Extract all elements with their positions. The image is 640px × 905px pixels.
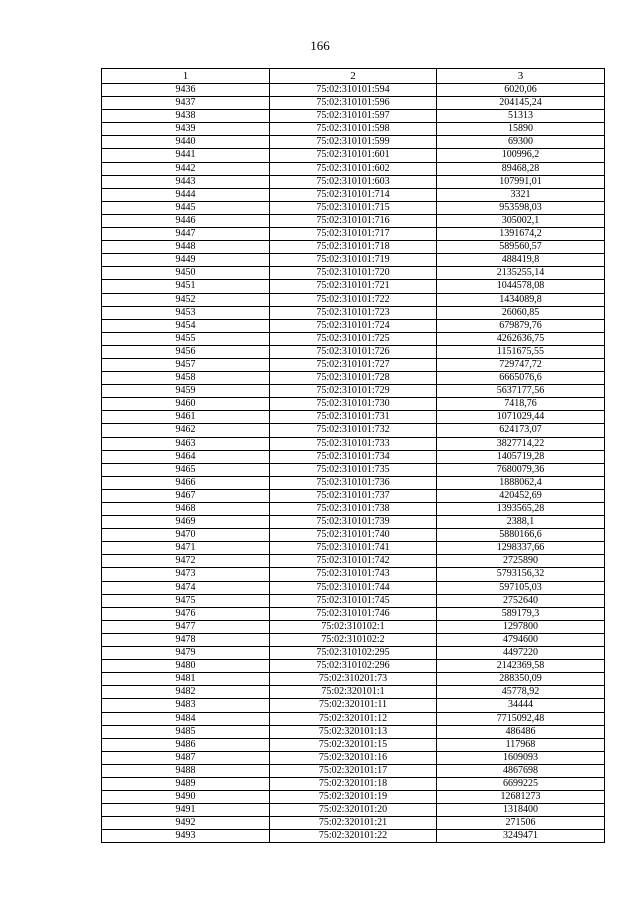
table-row: [102, 791, 605, 804]
table-row: [102, 306, 605, 319]
value-cell: 89468,28: [437, 162, 605, 175]
row-number-cell: 9439: [102, 123, 270, 136]
row-number-cell: 9481: [102, 673, 270, 686]
value-cell: 2725890: [437, 555, 605, 568]
value-cell: 107991,01: [437, 175, 605, 188]
row-number-cell: 9488: [102, 764, 270, 777]
cadastral-number-cell: 75:02:310101:596: [270, 97, 437, 110]
row-number-cell: 9466: [102, 476, 270, 489]
row-number-cell: 9464: [102, 450, 270, 463]
table-row: [102, 358, 605, 371]
cadastral-number-cell: 75:02:310101:599: [270, 136, 437, 149]
value-cell: 624173,07: [437, 424, 605, 437]
table-row: [102, 725, 605, 738]
cadastral-number-cell: 75:02:310101:734: [270, 450, 437, 463]
table-row: [102, 450, 605, 463]
cadastral-number-cell: 75:02:310102:295: [270, 647, 437, 660]
table-row: [102, 620, 605, 633]
row-number-cell: 9441: [102, 149, 270, 162]
cadastral-number-cell: 75:02:310101:597: [270, 110, 437, 123]
cadastral-number-cell: 75:02:320101:19: [270, 791, 437, 804]
value-cell: 589179,3: [437, 607, 605, 620]
cadastral-number-cell: 75:02:310101:598: [270, 123, 437, 136]
table-row: [102, 319, 605, 332]
table-row: [102, 293, 605, 306]
value-cell: 69300: [437, 136, 605, 149]
cadastral-number-cell: 75:02:310101:601: [270, 149, 437, 162]
row-number-cell: 9472: [102, 555, 270, 568]
cadastral-number-cell: 75:02:310101:724: [270, 319, 437, 332]
value-cell: 3321: [437, 188, 605, 201]
table-row: [102, 345, 605, 358]
table-row: [102, 463, 605, 476]
table-row: [102, 254, 605, 267]
value-cell: 51313: [437, 110, 605, 123]
cadastral-number-cell: 75:02:320101:21: [270, 817, 437, 830]
row-number-cell: 9465: [102, 463, 270, 476]
row-number-cell: 9485: [102, 725, 270, 738]
row-number-cell: 9486: [102, 738, 270, 751]
cadastral-number-cell: 75:02:310101:726: [270, 345, 437, 358]
table-row: [102, 673, 605, 686]
row-number-cell: 9463: [102, 437, 270, 450]
value-cell: 1318400: [437, 804, 605, 817]
table-row: [102, 437, 605, 450]
row-number-cell: 9490: [102, 791, 270, 804]
cadastral-number-cell: 75:02:310101:742: [270, 555, 437, 568]
value-cell: 7680079,36: [437, 463, 605, 476]
row-number-cell: 9458: [102, 372, 270, 385]
value-cell: 305002,1: [437, 214, 605, 227]
value-cell: 1434089,8: [437, 293, 605, 306]
value-cell: 100996,2: [437, 149, 605, 162]
row-number-cell: 9447: [102, 228, 270, 241]
cadastral-number-cell: 75:02:310101:720: [270, 267, 437, 280]
row-number-cell: 9469: [102, 516, 270, 529]
table-row: [102, 175, 605, 188]
table-row: [102, 529, 605, 542]
cadastral-number-cell: 75:02:310101:730: [270, 398, 437, 411]
row-number-cell: 9474: [102, 581, 270, 594]
row-number-cell: 9461: [102, 411, 270, 424]
value-cell: 204145,24: [437, 97, 605, 110]
row-number-cell: 9444: [102, 188, 270, 201]
cadastral-number-cell: 75:02:320101:20: [270, 804, 437, 817]
table-row: [102, 607, 605, 620]
row-number-cell: 9449: [102, 254, 270, 267]
value-cell: 488419,8: [437, 254, 605, 267]
value-cell: 3249471: [437, 830, 605, 843]
value-cell: 26060,85: [437, 306, 605, 319]
value-cell: 486486: [437, 725, 605, 738]
row-number-cell: 9491: [102, 804, 270, 817]
table-row: [102, 136, 605, 149]
value-cell: 729747,72: [437, 358, 605, 371]
table-row: [102, 777, 605, 790]
row-number-cell: 9475: [102, 594, 270, 607]
value-cell: 1609093: [437, 751, 605, 764]
row-number-cell: 9451: [102, 280, 270, 293]
table-row: [102, 84, 605, 97]
value-cell: 1888062,4: [437, 476, 605, 489]
value-cell: 271506: [437, 817, 605, 830]
value-cell: 2135255,14: [437, 267, 605, 280]
row-number-cell: 9440: [102, 136, 270, 149]
cadastral-number-cell: 75:02:310101:715: [270, 201, 437, 214]
cadastral-number-cell: 75:02:310102:2: [270, 633, 437, 646]
table-row: [102, 424, 605, 437]
value-cell: 6665076,6: [437, 372, 605, 385]
row-number-cell: 9482: [102, 686, 270, 699]
table-row: [102, 830, 605, 843]
cadastral-number-cell: 75:02:310102:1: [270, 620, 437, 633]
table-row: [102, 804, 605, 817]
cadastral-number-cell: 75:02:310101:745: [270, 594, 437, 607]
table-row: [102, 647, 605, 660]
value-cell: 3827714,22: [437, 437, 605, 450]
table-row: [102, 516, 605, 529]
cadastral-number-cell: 75:02:320101:18: [270, 777, 437, 790]
data-table: [101, 68, 605, 843]
table-row: [102, 476, 605, 489]
cadastral-number-cell: 75:02:310101:725: [270, 332, 437, 345]
value-cell: 953598,03: [437, 201, 605, 214]
value-cell: 45778,92: [437, 686, 605, 699]
row-number-cell: 9487: [102, 751, 270, 764]
cadastral-number-cell: 75:02:320101:13: [270, 725, 437, 738]
cadastral-number-cell: 75:02:310101:716: [270, 214, 437, 227]
value-cell: 2388,1: [437, 516, 605, 529]
row-number-cell: 9438: [102, 110, 270, 123]
cadastral-number-cell: 75:02:310101:719: [270, 254, 437, 267]
row-number-cell: 9457: [102, 358, 270, 371]
table-row: [102, 123, 605, 136]
value-cell: 2752640: [437, 594, 605, 607]
row-number-cell: 9462: [102, 424, 270, 437]
cadastral-number-cell: 75:02:320101:16: [270, 751, 437, 764]
row-number-cell: 9436: [102, 84, 270, 97]
cadastral-number-cell: 75:02:310101:736: [270, 476, 437, 489]
row-number-cell: 9452: [102, 293, 270, 306]
row-number-cell: 9443: [102, 175, 270, 188]
table-row: [102, 411, 605, 424]
table-row: [102, 581, 605, 594]
cadastral-number-cell: 75:02:310101:603: [270, 175, 437, 188]
row-number-cell: 9456: [102, 345, 270, 358]
row-number-cell: 9454: [102, 319, 270, 332]
value-cell: 420452,69: [437, 489, 605, 502]
cadastral-number-cell: 75:02:310101:731: [270, 411, 437, 424]
value-cell: 12681273: [437, 791, 605, 804]
row-number-cell: 9484: [102, 712, 270, 725]
cadastral-number-cell: 75:02:310101:728: [270, 372, 437, 385]
row-number-cell: 9483: [102, 699, 270, 712]
table-row: [102, 503, 605, 516]
table-row: [102, 555, 605, 568]
table-row: [102, 372, 605, 385]
table-row: [102, 214, 605, 227]
table-row: [102, 97, 605, 110]
row-number-cell: 9448: [102, 241, 270, 254]
row-number-cell: 9455: [102, 332, 270, 345]
row-number-cell: 9460: [102, 398, 270, 411]
row-number-cell: 9437: [102, 97, 270, 110]
table-row: [102, 267, 605, 280]
row-number-cell: 9468: [102, 503, 270, 516]
cadastral-number-cell: 75:02:310101:737: [270, 489, 437, 502]
table-row: [102, 738, 605, 751]
value-cell: 1391674,2: [437, 228, 605, 241]
cadastral-number-cell: 75:02:310101:735: [270, 463, 437, 476]
table-row: [102, 398, 605, 411]
table-row: [102, 201, 605, 214]
row-number-cell: 9445: [102, 201, 270, 214]
cadastral-number-cell: 75:02:310101:714: [270, 188, 437, 201]
value-cell: 5793156,32: [437, 568, 605, 581]
row-number-cell: 9493: [102, 830, 270, 843]
cadastral-number-cell: 75:02:310102:296: [270, 660, 437, 673]
cadastral-number-cell: 75:02:310101:744: [270, 581, 437, 594]
table-row: [102, 489, 605, 502]
value-cell: 1405719,28: [437, 450, 605, 463]
value-cell: 4867698: [437, 764, 605, 777]
table-row: [102, 110, 605, 123]
table-row: [102, 660, 605, 673]
cadastral-number-cell: 75:02:310101:729: [270, 385, 437, 398]
cadastral-number-cell: 75:02:310101:718: [270, 241, 437, 254]
cadastral-number-cell: 75:02:310101:740: [270, 529, 437, 542]
column-header-2: 2: [270, 69, 437, 84]
table-row: [102, 162, 605, 175]
cadastral-number-cell: 75:02:320101:1: [270, 686, 437, 699]
cadastral-number-cell: 75:02:310201:73: [270, 673, 437, 686]
value-cell: 4794600: [437, 633, 605, 646]
table-row: [102, 817, 605, 830]
table-row: [102, 594, 605, 607]
value-cell: 679879,76: [437, 319, 605, 332]
table-row: [102, 188, 605, 201]
table-row: [102, 280, 605, 293]
table-row: [102, 542, 605, 555]
table-row: [102, 764, 605, 777]
table-row: [102, 699, 605, 712]
value-cell: 288350,09: [437, 673, 605, 686]
row-number-cell: 9470: [102, 529, 270, 542]
cadastral-number-cell: 75:02:310101:594: [270, 84, 437, 97]
cadastral-number-cell: 75:02:310101:741: [270, 542, 437, 555]
value-cell: 6020,06: [437, 84, 605, 97]
row-number-cell: 9459: [102, 385, 270, 398]
table-body: [102, 84, 605, 843]
table-row: [102, 228, 605, 241]
table-row: [102, 149, 605, 162]
value-cell: 1297800: [437, 620, 605, 633]
row-number-cell: 9489: [102, 777, 270, 790]
table-row: [102, 751, 605, 764]
value-cell: 1151675,55: [437, 345, 605, 358]
cadastral-number-cell: 75:02:310101:717: [270, 228, 437, 241]
cadastral-number-cell: 75:02:310101:738: [270, 503, 437, 516]
value-cell: 1044578,08: [437, 280, 605, 293]
cadastral-number-cell: 75:02:310101:743: [270, 568, 437, 581]
table-row: [102, 712, 605, 725]
row-number-cell: 9477: [102, 620, 270, 633]
page-number: 166: [310, 38, 330, 53]
value-cell: 7418,76: [437, 398, 605, 411]
cadastral-number-cell: 75:02:310101:721: [270, 280, 437, 293]
row-number-cell: 9476: [102, 607, 270, 620]
value-cell: 597105,03: [437, 581, 605, 594]
cadastral-number-cell: 75:02:310101:722: [270, 293, 437, 306]
value-cell: 34444: [437, 699, 605, 712]
value-cell: 6699225: [437, 777, 605, 790]
cadastral-number-cell: 75:02:310101:602: [270, 162, 437, 175]
row-number-cell: 9450: [102, 267, 270, 280]
row-number-cell: 9480: [102, 660, 270, 673]
cadastral-number-cell: 75:02:320101:22: [270, 830, 437, 843]
cadastral-number-cell: 75:02:310101:723: [270, 306, 437, 319]
row-number-cell: 9453: [102, 306, 270, 319]
value-cell: 117968: [437, 738, 605, 751]
table-row: [102, 568, 605, 581]
row-number-cell: 9478: [102, 633, 270, 646]
cadastral-number-cell: 75:02:310101:732: [270, 424, 437, 437]
value-cell: 5880166,6: [437, 529, 605, 542]
cadastral-number-cell: 75:02:310101:727: [270, 358, 437, 371]
row-number-cell: 9471: [102, 542, 270, 555]
value-cell: 1393565,28: [437, 503, 605, 516]
row-number-cell: 9473: [102, 568, 270, 581]
row-number-cell: 9492: [102, 817, 270, 830]
table-row: [102, 385, 605, 398]
table-row: [102, 241, 605, 254]
cadastral-number-cell: 75:02:310101:733: [270, 437, 437, 450]
value-cell: 7715092,48: [437, 712, 605, 725]
value-cell: 589560,57: [437, 241, 605, 254]
row-number-cell: 9446: [102, 214, 270, 227]
value-cell: 4262636,75: [437, 332, 605, 345]
row-number-cell: 9479: [102, 647, 270, 660]
cadastral-number-cell: 75:02:310101:739: [270, 516, 437, 529]
value-cell: 4497220: [437, 647, 605, 660]
value-cell: 1298337,66: [437, 542, 605, 555]
row-number-cell: 9442: [102, 162, 270, 175]
row-number-cell: 9467: [102, 489, 270, 502]
column-header-1: 1: [102, 69, 270, 84]
value-cell: 2142369,58: [437, 660, 605, 673]
header-row: [102, 69, 605, 84]
cadastral-number-cell: 75:02:320101:12: [270, 712, 437, 725]
value-cell: 15890: [437, 123, 605, 136]
value-cell: 5637177,56: [437, 385, 605, 398]
column-header-3: 3: [437, 69, 605, 84]
cadastral-number-cell: 75:02:320101:17: [270, 764, 437, 777]
cadastral-number-cell: 75:02:320101:15: [270, 738, 437, 751]
table-row: [102, 633, 605, 646]
table-row: [102, 332, 605, 345]
table-row: [102, 686, 605, 699]
cadastral-number-cell: 75:02:310101:746: [270, 607, 437, 620]
value-cell: 1071029,44: [437, 411, 605, 424]
cadastral-number-cell: 75:02:320101:11: [270, 699, 437, 712]
